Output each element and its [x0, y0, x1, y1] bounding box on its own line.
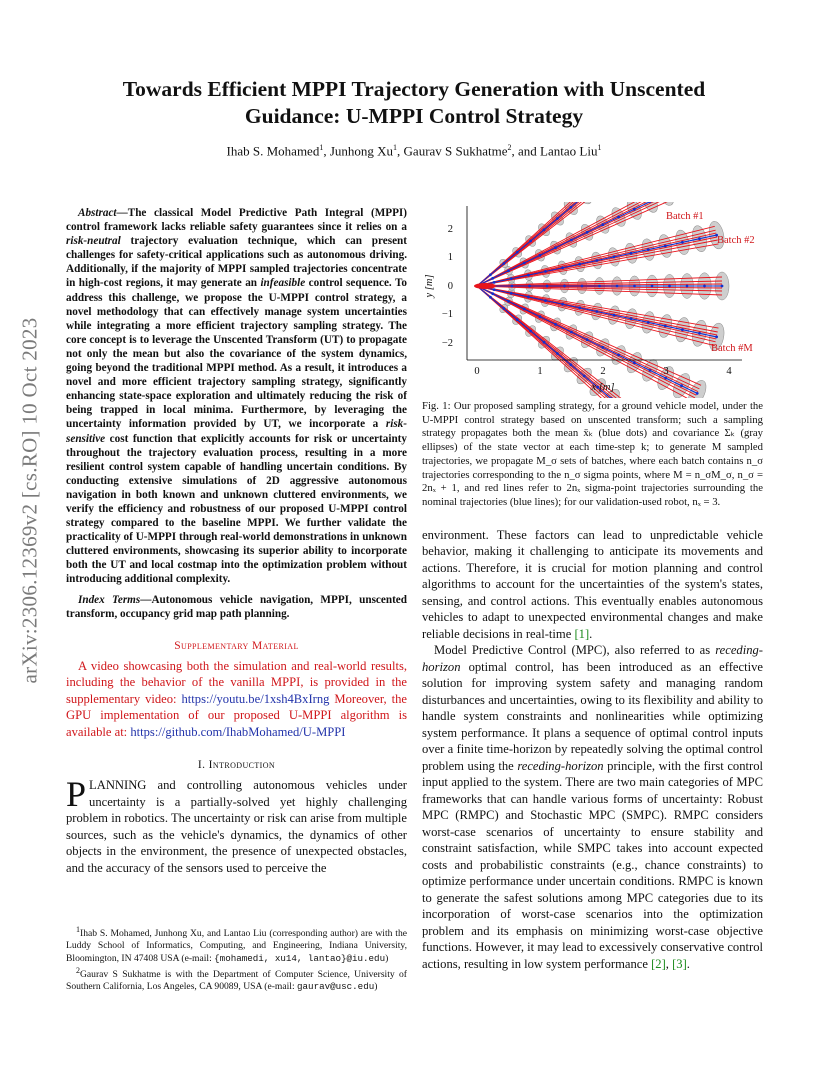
mean-state-dot [491, 292, 494, 295]
mean-state-dot [554, 323, 557, 326]
video-link[interactable]: https://youtu.be/1xsh4BxIrng [181, 691, 330, 706]
author-name: Ihab S. Mohamed [226, 143, 320, 159]
abstract [66, 206, 407, 587]
paragraph [422, 642, 763, 972]
mean-state-dot [493, 288, 496, 291]
abstract-text: trajectory evaluation technique, which can present challenges for safety-critical applications such as autonomous driving. Additionally, if the majority of MPPI sampled trajectories concentrate in high-cost regions, it may generate an [66, 235, 407, 290]
mean-state-dot [583, 375, 586, 378]
mean-state-dot [569, 363, 572, 366]
mean-state-dot [698, 332, 701, 335]
author-affiliation: 2 [507, 143, 512, 152]
mean-state-dot [664, 325, 667, 328]
mean-state-dot [696, 392, 699, 395]
mean-state-dot [556, 217, 559, 220]
mean-state-dot [554, 246, 557, 249]
mean-state-dot [664, 377, 667, 380]
sigma-point-trajectory [477, 286, 659, 398]
mean-state-dot [527, 274, 530, 277]
mean-state-dot [651, 285, 654, 288]
mean-state-dot [516, 318, 519, 321]
paragraph-text: Model Predictive Control (MPC), also referred to as [434, 643, 716, 658]
mean-state-dot [523, 308, 526, 311]
supplementary-sentence: Moreover, the GPU implementation of our proposed U-MPPI algorithm is available at: [66, 691, 408, 739]
abstract-text: —The classical Model Predictive Path Integral (MPPI) control framework lacks reliable safety guarantees since it relies on a [66, 207, 407, 234]
mean-state-dot [633, 285, 636, 288]
footnote-text: Ihab S. Mohamed, Junhong Xu, and Lantao Liu (corresponding author) are with the Luddy School of Informatics, Computing, and Engineering, Indiana University, Bloomington, IN 47408 USA (e-mail: [66, 928, 407, 964]
mean-state-dot [556, 352, 559, 355]
mean-state-dot [570, 239, 573, 242]
mean-state-dot [507, 269, 510, 272]
x-axis-label: x [m] [591, 382, 615, 393]
x-tick-label: 1 [537, 366, 543, 377]
abstract-emphasis: infeasible [260, 277, 306, 290]
batch-2-label: Batch #2 [717, 235, 755, 246]
paragraph-text: environment. These factors can lead to unpredictable vehicle behavior, making it challenging to anticipate its movements and actions. Therefore, it is crucial for motion planning and control algorithms to account for the uncertainties of the system's states, sensing, and control actions. This eventually enables autonomous vehicles to adapt to unexpected environmental changes and make reliable decisions in real-time [422, 527, 763, 641]
mean-state-dot [507, 300, 510, 303]
abstract-emphasis: risk-neutral [66, 235, 121, 248]
start-point [474, 283, 496, 289]
supplementary-sentence: A video showcasing both the simulation and real-world results, including the behavior of the vanilla MPPI, is provided in the supplementary video: [66, 658, 407, 706]
mean-state-dot [510, 292, 513, 295]
x-tick-label: 3 [663, 366, 669, 377]
mean-state-dot [601, 346, 604, 349]
mean-state-dot [510, 277, 513, 280]
mean-state-dot [617, 216, 620, 219]
index-terms [66, 593, 407, 621]
footnote-1: $^1$Ihab S. Mohamed, Junhong Xu, and Lantao Liu (corresponding author) are with the Luddy School of Informatics, Computing, and Engineering, Indiana University, Bloomington, IN 47408 USA (e-mail: {mohamedi, xu14, lantao}@iu.edu) [66, 925, 407, 964]
mean-state-dot [668, 285, 671, 288]
paragraph-text: optimal control, has been introduced as an effective solution for improving system safety and managing random disturbances and uncertainties, owing to its flexibility and ability to handle system constraints and nonlinearities while optimizing system performance. It plans a sequence of optimal control inputs over a finite time-horizon by repeatedly solving the optimal control problem using the [422, 659, 763, 773]
mean-state-dot [489, 296, 492, 299]
mean-state-dot [570, 331, 573, 334]
x-tick-label: 4 [726, 366, 732, 377]
mean-state-dot [630, 252, 633, 255]
paragraph-text: , [665, 956, 673, 971]
mean-state-dot [543, 341, 546, 344]
mean-state-dot [721, 285, 724, 288]
batch-m-label: Batch #M [711, 343, 753, 354]
mean-state-dot [516, 251, 519, 254]
mean-state-dot [561, 303, 564, 306]
mean-state-dot [493, 281, 496, 284]
trajectory-plot [422, 202, 772, 398]
mean-state-dot [715, 336, 718, 339]
mean-state-dot [586, 231, 589, 234]
citation-link[interactable]: [3] [672, 956, 687, 971]
mean-state-dot [630, 317, 633, 320]
figure-1 [422, 202, 772, 398]
footnote-2: $^2$Gaurav S Sukhatme is with the Department of Computer Science, University of Southern California, Los Angeles, CA 90089, USA (e-mail: gaurav@usc.edu) [66, 965, 407, 993]
introduction-body: LANNING and controlling autonomous vehicles under uncertainty is a partially-solved yet highly challenging problem in robotics. The uncertainty or risk can arise from multiple sources, such as the vehicle's dynamics, the dynamics of other objects in the environment, the presence of unexpected obstacles, and the accuracy of the sensors used to perceive the [66, 778, 407, 875]
mean-state-dot [633, 208, 636, 211]
mean-state-dot [647, 321, 650, 324]
mean-state-dot [502, 262, 505, 265]
author-name: Lantao Liu [540, 143, 598, 159]
footnote-email: {mohamedi, xu14, lantao}@iu.edu [214, 952, 386, 964]
paragraph [422, 527, 763, 643]
mean-state-dot [649, 369, 652, 372]
footnote-mark: 1 [76, 925, 80, 934]
mean-state-dot [617, 354, 620, 357]
supplementary-text [66, 658, 407, 741]
mean-state-dot [539, 254, 542, 257]
author-name: Gaurav S Sukhatme [403, 143, 508, 159]
paragraph-text: . [686, 956, 690, 971]
left-column [66, 206, 407, 876]
mean-state-dot [578, 306, 581, 309]
supplementary-heading: Supplementary Material [174, 639, 299, 652]
mean-state-dot [529, 240, 532, 243]
mean-state-dot [569, 206, 572, 209]
introduction-heading: I. Introduction [197, 759, 276, 772]
citation-link[interactable]: [1] [574, 626, 590, 641]
mean-state-dot [578, 263, 581, 266]
mean-state-dot [647, 248, 650, 251]
author-name: Junhong Xu [329, 143, 394, 159]
y-axis-label: y [m] [424, 274, 435, 298]
mean-state-dot [613, 256, 616, 259]
author-affiliation: 1 [319, 143, 324, 152]
y-tick-label: 1 [447, 252, 453, 263]
author-list: Ihab S. Mohamed$^1$, Junhong Xu$^1$, Gaurav S Sukhatme$^2$, and Lantao Liu$^1$ [226, 143, 602, 159]
mean-state-dot [686, 285, 689, 288]
introduction-text [66, 774, 407, 876]
author-affiliation: 1 [597, 143, 602, 152]
abstract-text: control sequence. To address this challenge, we propose the U-MPPI control strategy, a novel methodology that can effectively manage system uncertainties while integrating a more efficient trajectory sampling strategy. The core concept is to leverage the Unscented Transform (UT) to propagate not only the mean but also the covariance of the system dynamics, going beyond the traditional MPPI method. As a result, it introduces a novel and more efficient trajectory sampling strategy, significantly enhancing state-space exploration and ultimately reducing the risk of being trapped in local minima. Furthermore, by leveraging the uncertainty information provided by UT, we incorporate a [66, 277, 407, 431]
title-line-2: Guidance: U-MPPI Control Strategy [244, 104, 584, 128]
index-terms-label: Index Terms [78, 593, 141, 606]
citation-link[interactable]: [2] [651, 956, 666, 971]
mean-state-dot [586, 338, 589, 341]
x-tick-label: 0 [474, 366, 480, 377]
mean-state-dot [561, 266, 564, 269]
mean-state-dot [633, 361, 636, 364]
mean-state-dot [511, 285, 514, 288]
author-affiliation: 1 [393, 143, 398, 152]
abstract-label: Abstract [78, 207, 117, 219]
mean-state-dot [546, 285, 549, 288]
footnote-text: Gaurav S Sukhatme is with the Department of Computer Science, University of Southern California, Los Angeles, CA 90089, USA (e-mail: [66, 968, 407, 993]
abstract-emphasis: risk-sensitive [66, 418, 407, 445]
mean-state-dot [502, 307, 505, 310]
title-line-1: Towards Efficient MPPI Trajectory Generation with Unscented [122, 77, 706, 101]
mean-state-dot [543, 228, 546, 231]
x-tick-label: 2 [600, 366, 606, 377]
arxiv-identifier [6, 205, 54, 795]
mean-state-dot [528, 285, 531, 288]
mean-state-dot [595, 310, 598, 313]
mean-state-dot [681, 241, 684, 244]
mean-state-dot [544, 270, 547, 273]
mean-state-dot [664, 245, 667, 248]
footnote-mark: 2 [76, 965, 80, 975]
github-link[interactable]: https://github.com/IhabMohamed/U-MPPI [130, 724, 346, 739]
right-column [422, 400, 763, 972]
mean-state-dot [698, 237, 701, 240]
index-terms-text: —Autonomous vehicle navigation, MPPI, unscented transform, occupancy grid map path planning. [66, 593, 407, 620]
mean-state-dot [595, 259, 598, 262]
mean-state-dot [544, 299, 547, 302]
y-tick-label: −1 [441, 309, 453, 320]
mean-state-dot [616, 285, 619, 288]
mean-state-dot [598, 285, 601, 288]
arxiv-identifier-text: arXiv:2306.12369v2 [cs.RO] 10 Oct 2023 [17, 316, 42, 684]
paper-title [70, 76, 758, 130]
mean-state-dot [613, 314, 616, 317]
y-tick-label: −2 [441, 338, 453, 349]
right-column-text [422, 527, 763, 973]
footnotes [66, 924, 407, 993]
dropcap: P [66, 774, 87, 815]
paragraph-text: . [589, 626, 593, 641]
y-tick-label: 2 [447, 224, 453, 235]
footnote-email: gaurav@usc.edu [297, 981, 375, 993]
batch-1-label: Batch #1 [666, 211, 704, 222]
mean-state-dot [523, 262, 526, 265]
mean-state-dot [681, 328, 684, 331]
mean-state-dot [527, 296, 530, 299]
mean-state-dot [539, 315, 542, 318]
figure-caption: Fig. 1: Our proposed sampling strategy, for a ground vehicle model, under the U-MPPI control strategy based on unscented transform; such a sampling strategy propagates both the mean x̄ₖ (blue dots) and covariance Σₖ (gray ellipses) of the state vector at each time-step k; to generate M sampled trajectories, we propagate M_σ sets of batches, where each batch contains n_σ trajectories corresponding to the n_σ sigma points, where M = n_σM_σ, n_σ = 2nₓ + 1, and red lines refer to 2nₓ sigma-point trajectories surrounding the nominal trajectories (blue lines); for our validation-used robot, nₓ = 3. [422, 400, 763, 508]
paragraph-emphasis: receding-horizon [422, 643, 763, 674]
y-tick-label: 0 [447, 281, 453, 292]
paragraph-text: principle, with the first control input applied to the system. There are two main categories of MPC frameworks that can handle various forms of uncertainty: Robust MPC (RMPC) and Stochastic MPC (SMPC). RMPC considers worst-case scenarios of uncertainty to ensure stability and constraint satisfaction, while SMPC takes into account expected costs and probabilistic constraints (e.g., chance constraints) to optimize performance under uncertain conditions. RMPC is known to generate the safest solutions among MPC categories due to its incorporation of worst-case scenarios into the optimization problem and its emphasis on minimizing worst-case objective functions. However, it may lead to excessively conservative control actions, resulting in low system performance [422, 758, 764, 971]
paragraph-emphasis: receding-horizon [517, 758, 604, 773]
mean-state-dot [563, 285, 566, 288]
mean-state-dot [529, 330, 532, 333]
abstract-text: cost function that explicitly accounts for risk or uncertainty throughout the trajectory evaluation process, resulting in a more resilient control system capable of handling uncertain conditions. By conducting extensive simulations of 2D aggressive autonomous navigation in both known and unknown cluttered environments, we verify the efficiency and robustness of our proposed U-MPPI control strategy compared to the baseline MPPI. We further validate the practicality of U-MPPI through real-world demonstrations in unknown cluttered environments, showcasing its superior ability to incorporate both the UT and local costmap into the optimization problem without introducing additional complexity. [66, 432, 407, 586]
mean-state-dot [680, 384, 683, 387]
mean-state-dot [491, 277, 494, 280]
mean-state-dot [489, 273, 492, 276]
mean-state-dot [601, 223, 604, 226]
mean-state-dot [703, 285, 706, 288]
mean-state-dot [581, 285, 584, 288]
